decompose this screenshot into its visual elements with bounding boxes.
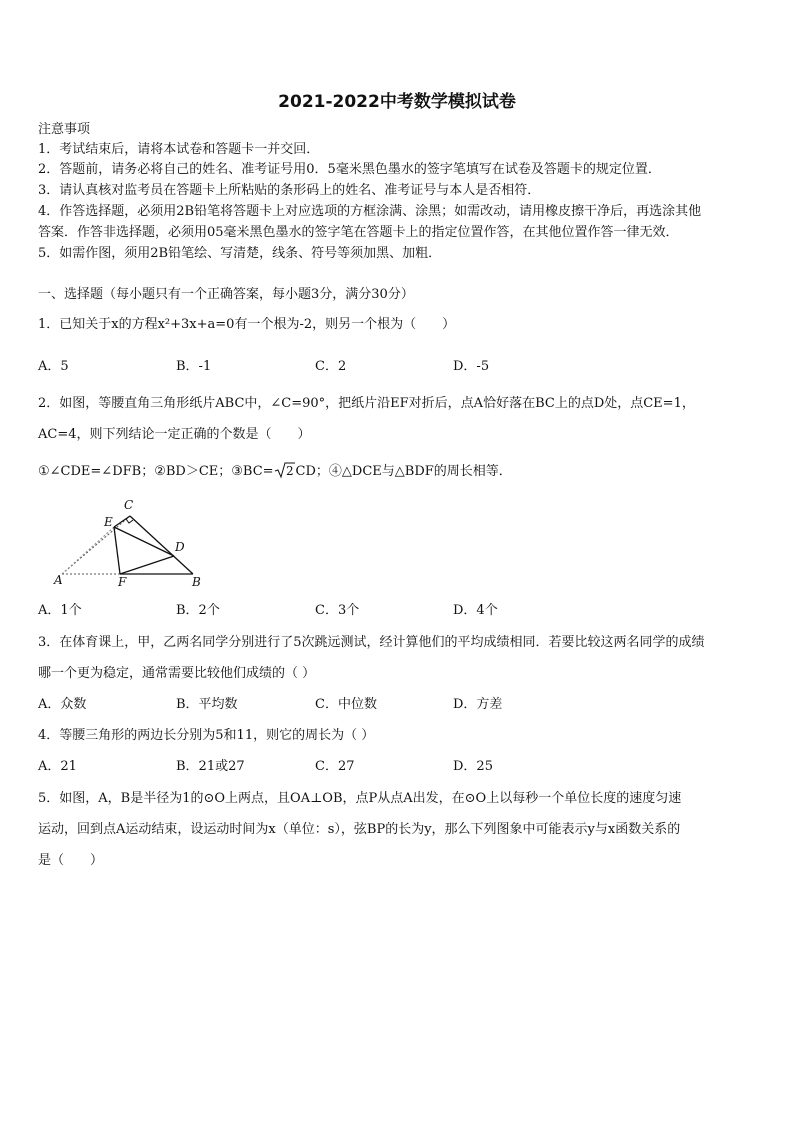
notice-item: 5．如需作图，须用2B铅笔绘、写清楚，线条、符号等须加黑、加粗． [38,246,442,261]
q4-option-d[interactable]: D．25 [453,759,493,774]
notice-heading: 注意事项 [38,122,91,137]
question-5-stem-line2: 运动，回到点A运动结束，设运动时间为x（单位：s），弦BP的长为y，那么下列图象中可能表示y与x函数关系的 [38,822,681,837]
notice-item: 1．考试结束后，请将本试卷和答题卡一并交回． [38,142,320,157]
q1-option-c[interactable]: C．2 [315,359,347,374]
q3-option-a[interactable]: A．众数 [38,697,87,712]
notice-item: 4．作答选择题，必须用2B铅笔将答题卡上对应选项的方框涂满、涂黑；如需改动，请用橡皮擦干净后，再选涂其他 [38,204,702,219]
label-b: B [192,575,201,588]
question-3-stem-line2: 哪一个更为稳定，通常需要比较他们成绩的（ ） [38,666,316,681]
question-2-stem-line1: 2．如图，等腰直角三角形纸片ABC中，∠C=90°，把纸片沿EF对折后，点A恰好落在BC上的点D处，点CE=1， [38,396,695,411]
section-heading: 一、选择题（每小题只有一个正确答案，每小题3分，满分30分） [38,287,414,302]
notice-item: 答案．作答非选择题，必须用05毫米黑色墨水的签字笔在答题卡上的指定位置作答，在其他位置作答一律无效． [38,225,679,240]
label-f: F [118,575,127,588]
statements-post: CD；④△DCE与△BDF的周长相等． [295,464,512,479]
q2-option-c[interactable]: C．3个 [315,603,360,618]
question-5-stem-line3: 是（ ） [38,853,104,868]
q4-option-c[interactable]: C．27 [315,759,355,774]
q2-option-b[interactable]: B．2个 [176,603,220,618]
q4-option-a[interactable]: A．21 [38,759,77,774]
q3-option-d[interactable]: D．方差 [453,697,503,712]
q1-option-b[interactable]: B．-1 [176,359,212,374]
q2-option-d[interactable]: D．4个 [453,603,498,618]
question-4-stem: 4．等腰三角形的两边长分别为5和11，则它的周长为（ ） [38,728,375,743]
q3-option-b[interactable]: B．平均数 [176,697,238,712]
q1-option-a[interactable]: A．5 [38,359,69,374]
label-c: C [124,498,134,512]
question-2-statements [38,461,758,482]
sqrt-symbol [274,461,296,482]
q1-option-d[interactable]: D．-5 [453,359,490,374]
notice-item: 3．请认真核对监考员在答题卡上所粘贴的条形码上的姓名、准考证号与本人是否相符． [38,183,541,198]
notice-item: 2．答题前，请务必将自己的姓名、准考证号用0．5毫米黑色墨水的签字笔填写在试卷及答题卡的规定位置． [38,162,661,177]
label-d: D [175,540,185,554]
page-title: 2021-2022中考数学模拟试卷 [278,92,516,112]
sqrt-radicand: 2 [285,464,294,478]
question-3-stem-line1: 3．在体育课上，甲，乙两名同学分别进行了5次跳远测试，经计算他们的平均成绩相同．若要比较这两名同学的成绩 [38,635,705,650]
q2-option-a[interactable]: A．1个 [38,603,82,618]
question-5-stem-line1: 5．如图，A，B是半径为1的⊙O上两点，且OA⊥OB，点P从点A出发，在⊙O上以每秒一个单位长度的速度匀速 [38,791,682,806]
question-1-stem: 1．已知关于x的方程x²+3x+a=0有一个根为-2，则另一个根为（ ） [38,317,456,332]
triangle-figure [48,496,208,588]
question-2-stem-line2: AC=4，则下列结论一定正确的个数是（ ） [38,427,311,442]
label-e: E [104,515,113,529]
q3-option-c[interactable]: C．中位数 [315,697,377,712]
label-a: A [54,573,63,587]
q4-option-b[interactable]: B．21或27 [176,759,245,774]
statements-pre: ①∠CDE=∠DFB；②BD＞CE；③BC= [38,464,274,479]
